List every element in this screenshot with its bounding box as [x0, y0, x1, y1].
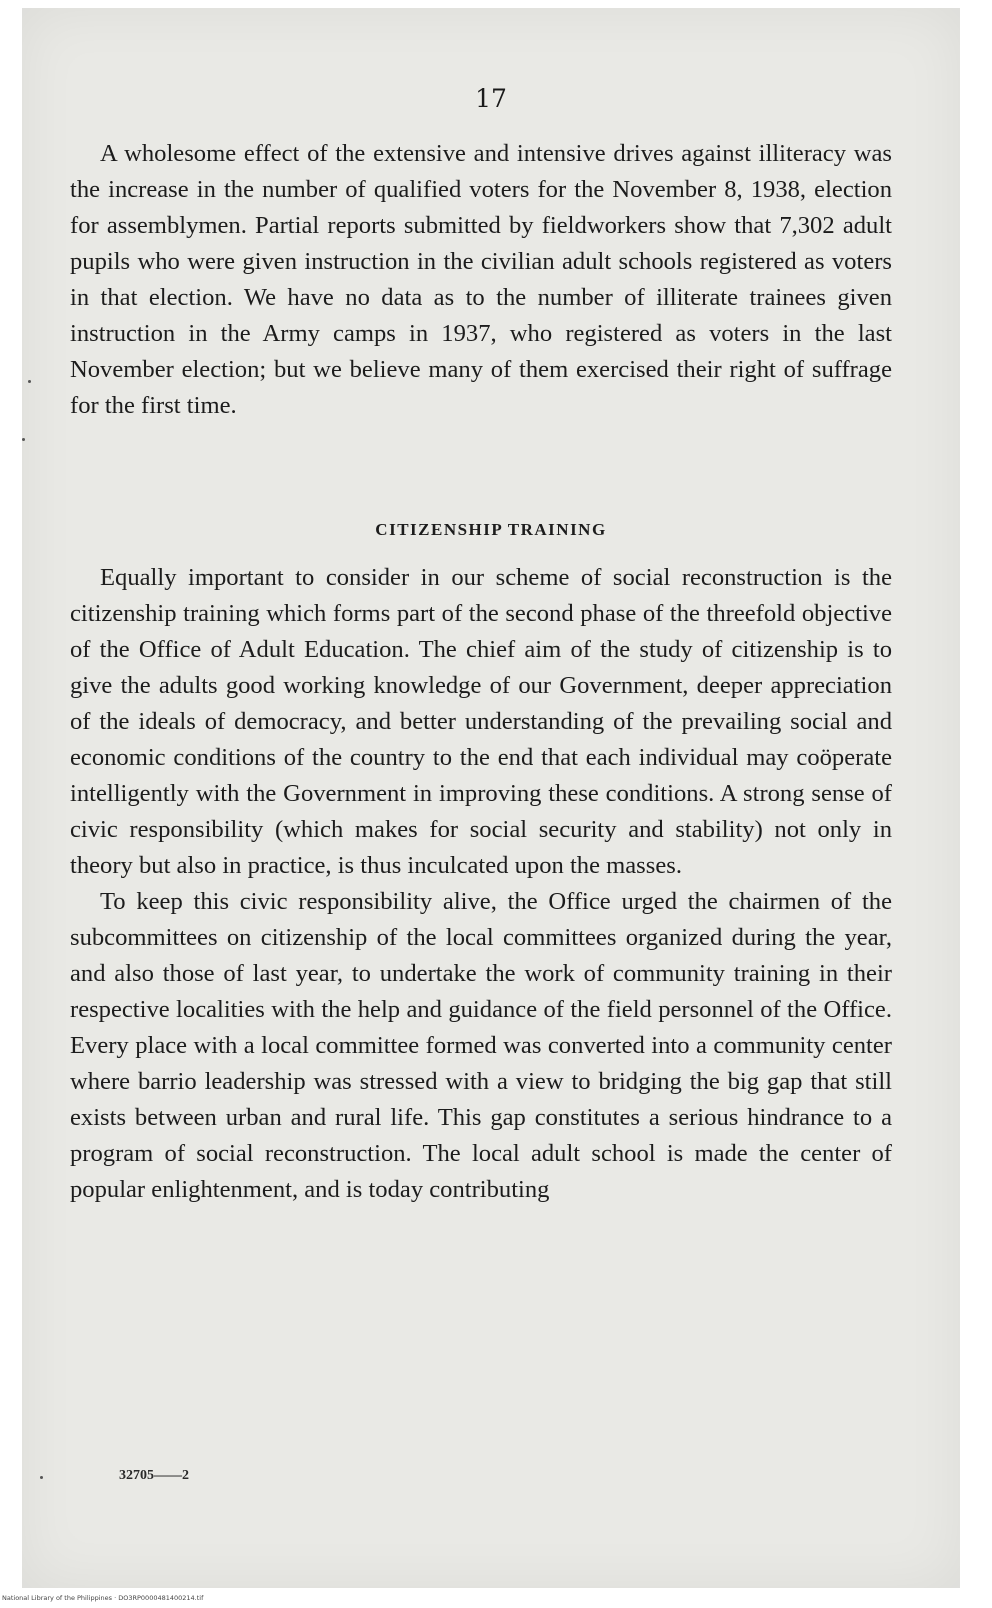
scan-speck: [28, 380, 31, 383]
paragraph-civic-responsibility: To keep this civic responsibility alive, the Office urged the chairmen of the subcommittees on citizenship of the local committees organized during the year, and also those of last year, to undertake the work of community training in their respective localities with the help and guidance of the field personnel of the Office. Every place with a local committee formed was converted into a community center where barrio leadership was stressed with a view to bridging the big gap that still exists between urban and rural life. This gap constitutes a serious hindrance to a program of social reconstruction. The local adult school is made the center of popular enlightenment, and is today contributing: [70, 888, 892, 1203]
section-heading: CITIZENSHIP TRAINING: [375, 520, 607, 539]
paragraph-illiteracy-voters: A wholesome effect of the extensive and intensive drives against illiteracy was the increase in the number of qualified voters for the November 8, 1938, election for assemblymen. Partial reports submitted by fieldworkers show that 7,302 adult pupils who were given instruction in the civilian adult schools registered as voters in that election. We have no data as to the number of illiterate trainees given instruction in the Army camps in 1937, who registered as voters in the last November election; but we believe many of them exercised their right of suffrage for the first time.: [70, 140, 892, 419]
scanned-page: [22, 8, 960, 1588]
text-block-top: [70, 136, 892, 424]
source-footer: National Library of the Philippines · DO3RP0000481400214.tif: [2, 1594, 204, 1602]
scan-speck: [40, 1476, 43, 1479]
text-block-bottom: [70, 560, 892, 1208]
paragraph-citizenship-aim: Equally important to consider in our scheme of social reconstruction is the citizenship training which forms part of the second phase of the threefold objective of the Office of Adult Education. The chief aim of the study of citizenship is to give the adults good working knowledge of our Government, deeper appreciation of the ideals of democracy, and better understanding of the prevailing social and economic conditions of the country to the end that each individual may coöperate intelligently with the Government in improving these conditions. A strong sense of civic responsibility (which makes for social security and stability) not only in theory but also in practice, is thus inculcated upon the masses.: [70, 564, 892, 879]
print-code: 32705——2: [119, 1468, 189, 1483]
scan-speck: [22, 438, 25, 441]
page-number: 17: [475, 84, 507, 113]
